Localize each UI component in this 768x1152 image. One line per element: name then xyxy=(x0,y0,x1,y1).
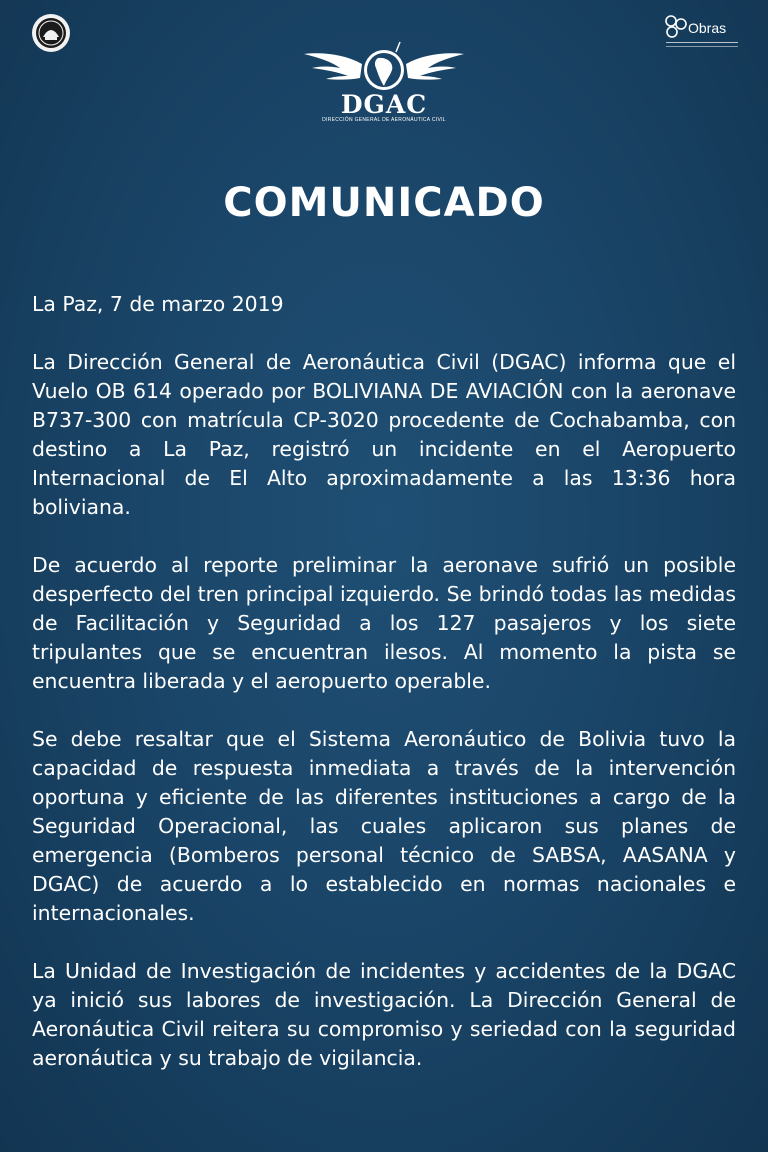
communique-body xyxy=(32,290,736,1102)
dgac-subtitle: DIRECCIÓN GENERAL DE AERONÁUTICA CIVIL xyxy=(322,117,446,123)
obras-logo-underline xyxy=(666,42,738,47)
dgac-wordmark: DGAC xyxy=(340,90,428,119)
paragraph-incident: La Dirección General de Aeronáutica Civil (DGAC) informa que el Vuelo OB 614 operado por BOLIVIANA DE AVIACIÓN con la aeronave B737-300 con matrícula CP-3020 procedente de Cochabamba, con destino a La Paz, registró un incidente en el Aeropuerto Internacional de El Alto aproximadamente a las 13:36 hora boliviana. xyxy=(32,350,736,519)
obras-logo-text: Obras xyxy=(688,20,727,36)
dgac-logo xyxy=(300,40,468,126)
paragraph-investigation: La Unidad de Investigación de incidentes y accidentes de la DGAC ya inició sus labores de investigación. La Dirección General de Aeronáutica Civil reitera su compromiso y seriedad con la seguridad aeronáutica y su trabajo de vigilancia. xyxy=(32,959,736,1070)
paragraph-report: De acuerdo al reporte preliminar la aeronave sufrió un posible desperfecto del tren principal izquierdo. Se brindó todas las medidas de Facilitación y Seguridad a los 127 pasajeros y los siete tripulantes que se encuentran ilesos. Al momento la pista se encuentra liberada y el aeropuerto operable. xyxy=(32,553,736,693)
paragraph-response: Se debe resaltar que el Sistema Aeronáutico de Bolivia tuvo la capacidad de respuesta inmediata a través de la intervención oportuna y eficiente de las diferentes instituciones a cargo de la Seguridad Operacional, las cuales aplicaron sus planes de emergencia (Bomberos personal técnico de SABSA, AASANA y DGAC) de acuerdo a lo establecido en normas nacionales e internacionales. xyxy=(32,727,736,925)
obras-logo-icon xyxy=(664,14,688,40)
page-title: COMUNICADO xyxy=(223,180,545,226)
obras-logo xyxy=(664,14,740,50)
ministry-emblem-icon xyxy=(32,14,70,52)
date-line: La Paz, 7 de marzo 2019 xyxy=(32,292,284,316)
winged-globe-icon xyxy=(300,40,468,92)
